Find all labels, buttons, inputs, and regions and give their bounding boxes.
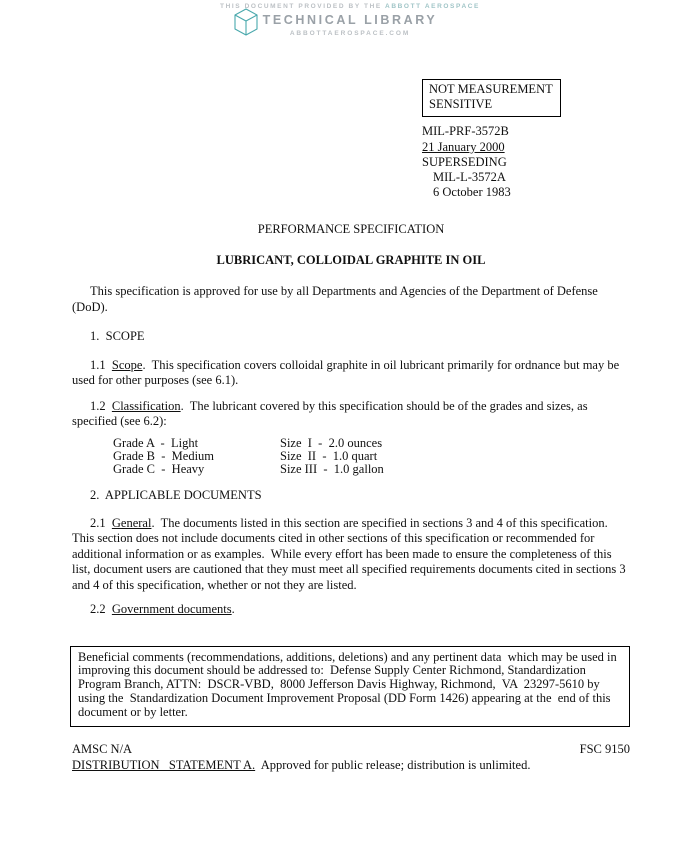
fsc-number: FSC 9150 [579,741,630,756]
identification-block [422,79,561,200]
cube-logo-icon [233,7,259,42]
beneficial-comments-box: Beneficial comments (recommendations, additions, deletions) and any pertinent data which may be used in improving this document should be addressed to: Defense Supply Center Richmond, Standardization Program Branch, ATTN: DSCR-VBD, 8000 Jefferson Davis Highway, Richmond, VA 23297-5610 by using the Standardization Document Improvement Proposal (DD Form 1426) appearing at the end of this document or by letter. [70,646,630,727]
para-1-2-text: . The lubricant covered by this specification should be of the grades and sizes, as specified (see 6.2): [72,398,591,428]
para-2-2 [72,602,630,618]
para-1-1-term: Scope [111,357,143,372]
watermark-provided-by-text: THIS DOCUMENT PROVIDED BY THE [220,3,386,10]
para-1-2 [72,399,630,430]
section-1-heading: 1. SCOPE [90,329,145,343]
para-1-1-text: . This specification covers colloidal graphite in oil lubricant primarily for ordnance but may be used for other purposes (see 6.1). [72,357,623,387]
distribution-statement [72,758,630,774]
section-2-heading: 2. APPLICABLE DOCUMENTS [90,488,262,503]
para-1-2-term: Classification [111,398,181,413]
watermark-main [263,13,438,29]
superseded-date: 6 October 1983 [433,185,511,200]
spec-subject-title: LUBRICANT, COLLOIDAL GRAPHITE IN OIL [216,252,486,267]
grade-cell: Grade B - Medium [113,448,215,463]
para-1-1-number: 1.1 [90,357,112,372]
amsc-fsc-row [72,742,630,758]
distribution-statement-text: Approved for public release; distribution is unlimited. [255,758,531,773]
doc-number: MIL-PRF-3572B [422,124,509,139]
notice-line-1: NOT MEASUREMENT [429,82,553,96]
para-2-1-term: General [111,515,152,530]
table-row [113,463,630,476]
watermark-title: TECHNICAL LIBRARY [262,13,438,27]
not-measurement-sensitive-box [422,79,561,117]
table-row [113,437,630,450]
notice-line-2: SENSITIVE [429,97,493,112]
amsc-number: AMSC N/A [72,741,133,756]
para-1-1 [72,358,630,389]
para-2-1 [72,516,630,594]
para-2-2-text: . [231,602,235,617]
grade-cell: Grade A - Light [113,435,199,450]
superseded-number: MIL-L-3572A [433,170,506,185]
size-cell: Size III - 1.0 gallon [280,461,384,476]
doc-date: 21 January 2000 [422,139,505,154]
classification-table [113,437,630,477]
para-2-1-text: . The documents listed in this section are specified in sections 3 and 4 of this specification. This section does not include documents cited in other sections of this specification or recommended for additional information or as examples. While every effort has been made to ensure the completeness of this list, document users are cautioned that they must meet all specified requirements documents cited in sections 3 and 4 of this specification, whether or not they are listed. [72,515,629,592]
superseding-label: SUPERSEDING [422,154,507,169]
table-row [113,450,630,463]
spec-type-title: PERFORMANCE SPECIFICATION [257,222,445,236]
para-2-1-number: 2.1 [90,515,112,530]
approval-paragraph: This specification is approved for use by all Departments and Agencies of the Department of Defense (DoD). [72,284,601,314]
size-cell: Size I - 2.0 ounces [280,435,383,450]
para-2-2-term: Government documents [111,602,232,617]
para-1-2-number: 1.2 [90,398,112,413]
watermark-provided-by [0,3,700,11]
document-body [72,222,630,774]
distribution-statement-label: DISTRIBUTION STATEMENT A. [72,758,256,773]
watermark-site: ABBOTTAEROSPACE.COM [289,29,411,37]
size-cell: Size II - 1.0 quart [280,448,378,463]
grade-cell: Grade C - Heavy [113,461,205,476]
watermark-brand-text: ABBOTT AEROSPACE [385,3,480,10]
para-2-2-number: 2.2 [90,602,112,617]
watermark-header [0,3,700,38]
